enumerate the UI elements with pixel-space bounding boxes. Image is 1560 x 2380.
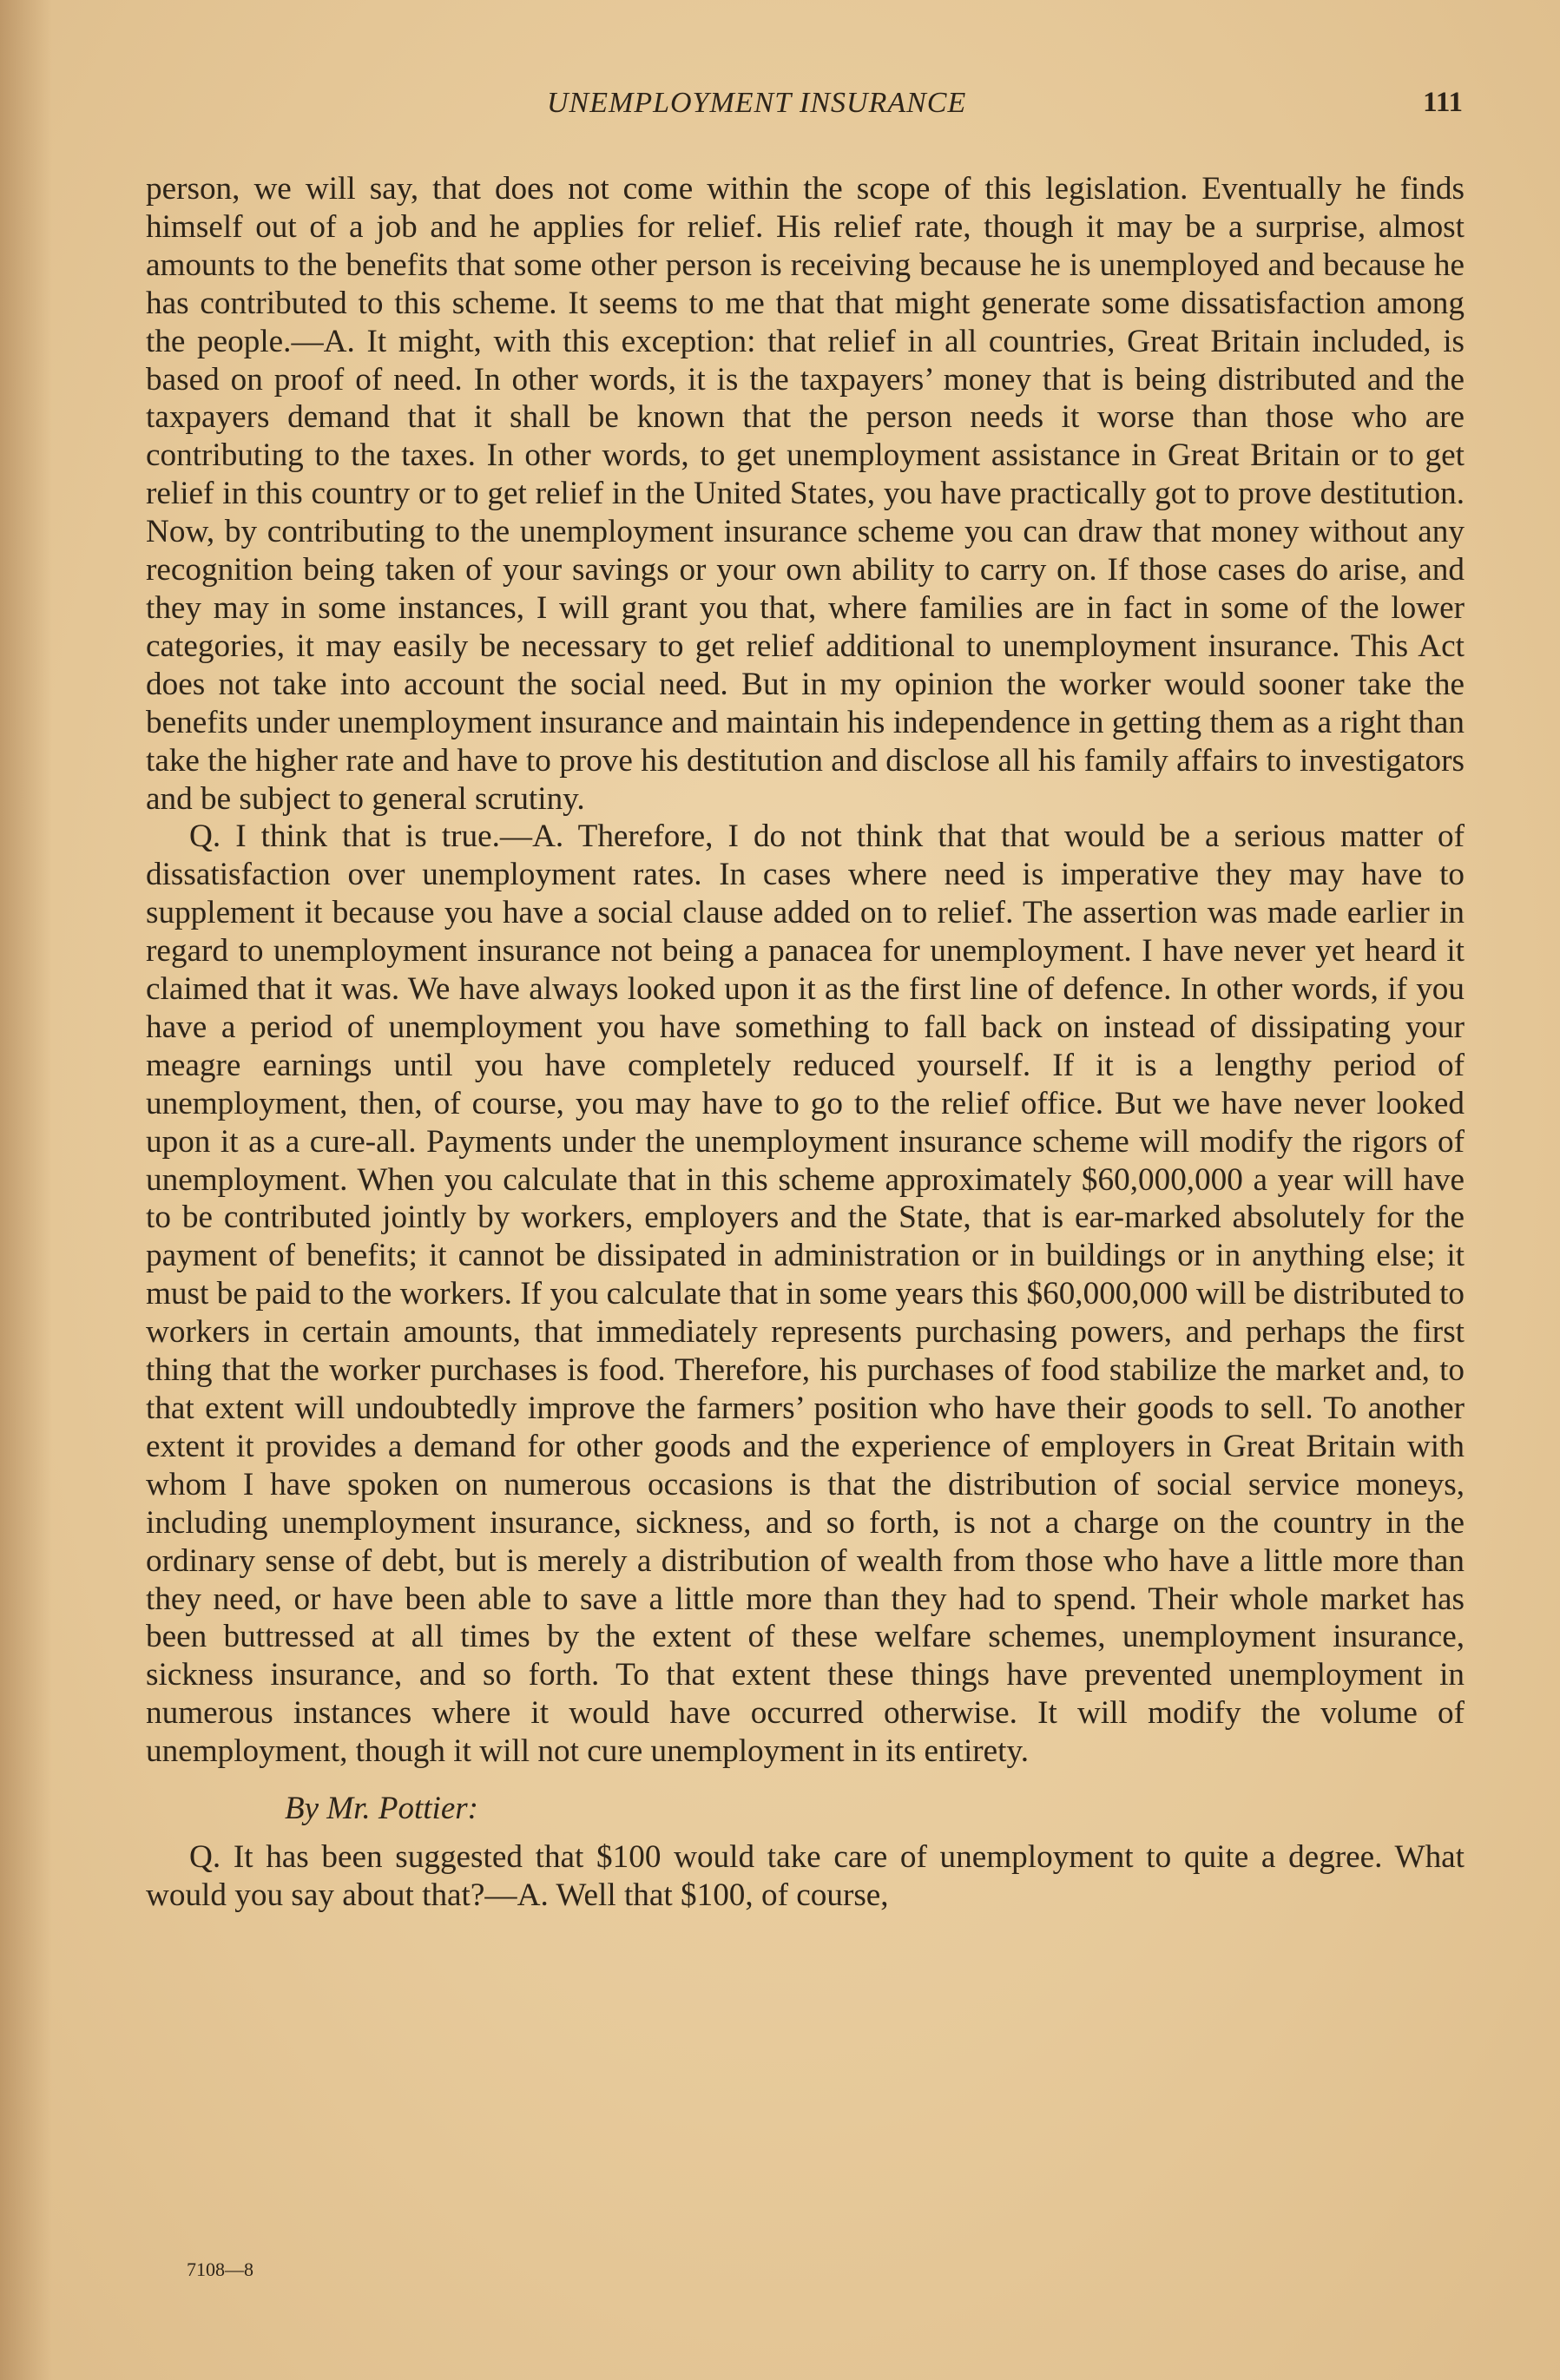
page-header (148, 87, 1463, 130)
body-text (146, 170, 1465, 1915)
paragraph-2: Q. I think that is true.—A. Therefore, I do not think that that would be a serious matter of dissatisfaction over unemployment rates. In cases where need is imperative they may have to supplement it because you have a social clause added on to relief. The assertion was made earlier in regard to unemployment insurance not being a panacea for unemployment. I have never yet heard it claimed that it was. We have always looked upon it as the first line of defence. In other words, if you have a period of unemployment you have something to fall back on instead of dissipating your meagre earnings until you have completely reduced yourself. If it is a lengthy period of unemployment, then, of course, you may have to go to the relief office. But we have never looked upon it as a cure-all. Payments under the unemployment insurance scheme will modify the rigors of unemployment. When you calculate that in this scheme approximately $60,000,000 a year will have to be contributed jointly by workers, employers and the State, that is ear-marked absolutely for the payment of benefits; it cannot be dissipated in administration or in buildings or in anything else; it must be paid to the workers. If you calculate that in some years this $60,000,000 will be distributed to workers in certain amounts, that immediately represents purchasing powers, and perhaps the first thing that the worker purchases is food. Therefore, his purchases of food stabilize the market and, to that extent will undoubtedly improve the farmers’ position who have their goods to sell. To another extent it provides a demand for other goods and the experience of employers in Great Britain with whom I have spoken on numerous occasions is that the distribution of social service moneys, including unemployment insurance, sickness, and so forth, is not a charge on the country in the ordinary sense of debt, but is merely a distribution of wealth from those who have a little more than they need, or have been able to save a little more than they had to spend. Their whole market has been buttressed at all times by the extent of these welfare schemes, unemployment insurance, sickness insurance, and so forth. To that extent these things have prevented unemployment in numerous instances where it would have occurred otherwise. It will modify the volume of unemployment, though it will not cure unemployment in its entirety. (146, 819, 1465, 1770)
speaker-heading: By Mr. Pottier: (285, 1791, 478, 1827)
page-number: 111 (1423, 87, 1463, 118)
running-head: UNEMPLOYMENT INSURANCE (547, 87, 967, 119)
paragraph-3: Q. It has been suggested that $100 would take care of unemployment to quite a degree. What would you say about that?—A. Well that $100, of course, (146, 1839, 1465, 1913)
signature-mark: 7108—8 (187, 2258, 253, 2280)
page-edge-shading (0, 0, 52, 2380)
paragraph-1: person, we will say, that does not come within the scope of this legislation. Eventually he finds himself out of a job and he applies for relief. His relief rate, though it may be a surprise, almost amounts to the benefits that some other person is receiving because he is unemployed and because he has contributed to this scheme. It seems to me that that might generate some dissatisfaction among the people.—A. It might, with this exception: that relief in all countries, Great Britain included, is based on proof of need. In other words, it is the taxpayers’ money that is being distributed and the taxpayers demand that it shall be known that the person needs it worse than those who are contributing to the taxes. In other words, to get unemployment assistance in Great Britain or to get relief in this country or to get relief in the United States, you have practically got to prove destitution. Now, by contributing to the unemployment insurance scheme you can draw that money without any recognition being taken of your savings or your own ability to carry on. If those cases do arise, and they may in some instances, I will grant you that, where families are in fact in some of the lower categories, it may easily be necessary to get relief additional to unemployment insurance. This Act does not take into account the social need. But in my opinion the worker would sooner take the benefits under unemployment insurance and maintain his independence in getting them as a right than take the higher rate and have to prove his destitution and disclose all his family affairs to investigators and be subject to general scrutiny. (146, 171, 1465, 817)
